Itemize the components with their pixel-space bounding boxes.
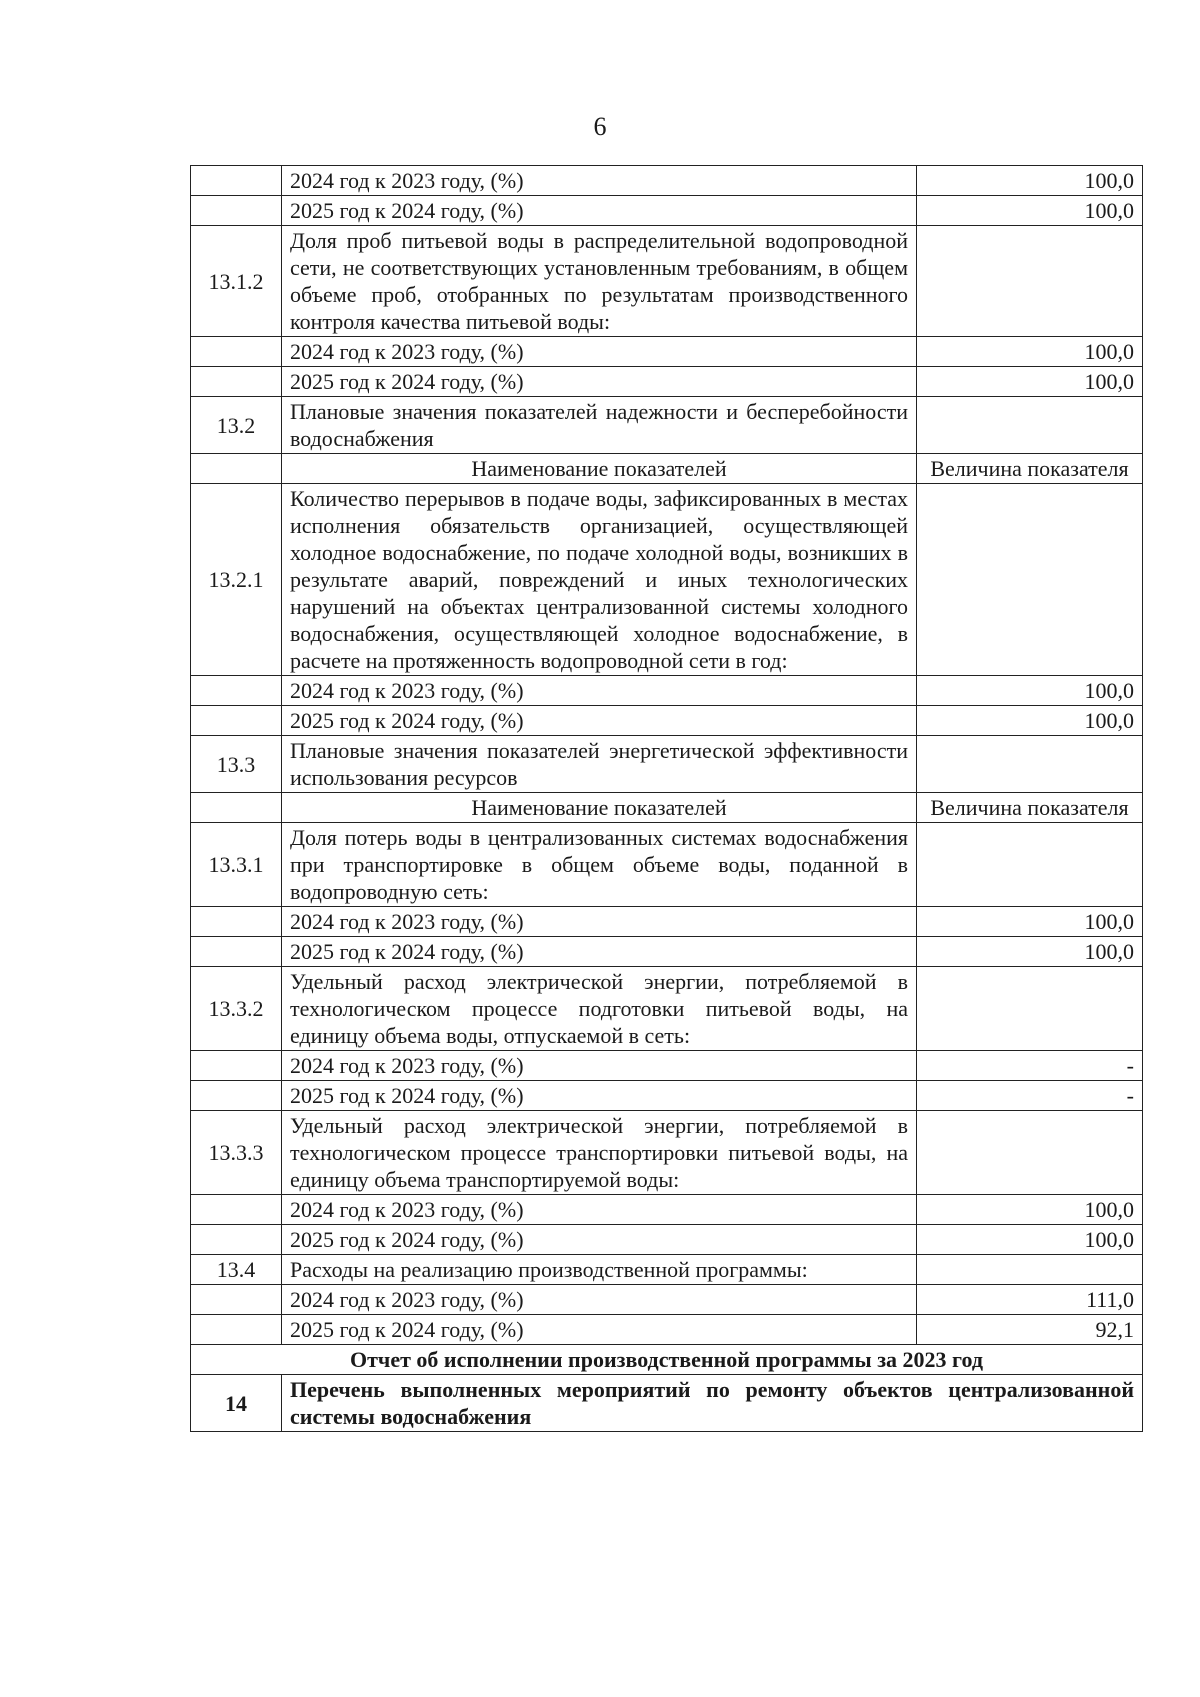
- table-row: [191, 196, 1143, 226]
- row-number: [191, 166, 282, 196]
- table-row: [191, 367, 1143, 397]
- page-number: 6: [593, 112, 607, 141]
- row-text: Расходы на реализацию производственной программы:: [282, 1255, 917, 1285]
- row-text: 2025 год к 2024 году, (%): [282, 706, 917, 736]
- report-heading-row: [191, 1345, 1143, 1375]
- row-text: Количество перерывов в подаче воды, зафиксированных в местах исполнения обязательств организацией, осуществляющей холодное водоснабжение, по подаче холодной воды, возникших в результате аварий, повреждений и иных технологических нарушений на объектах централизованной системы холодного водоснабжения, осуществляющей холодное водоснабжение, в расчете на протяженность водопроводной сети в год:: [282, 484, 917, 676]
- row-value: [917, 397, 1143, 454]
- row-value: [917, 1255, 1143, 1285]
- row-number: [191, 706, 282, 736]
- table-row: [191, 706, 1143, 736]
- row-number: [191, 1051, 282, 1081]
- table-row: [191, 1375, 1143, 1432]
- row-number: [191, 676, 282, 706]
- row-number: [191, 1285, 282, 1315]
- row-value: 100,0: [917, 166, 1143, 196]
- row-number: 13.2: [191, 397, 282, 454]
- row-number: [191, 1195, 282, 1225]
- row-number: 14: [191, 1375, 282, 1432]
- row-value: [917, 484, 1143, 676]
- column-header-name: Наименование показателей: [282, 793, 917, 823]
- row-number: [191, 1225, 282, 1255]
- row-number: [191, 337, 282, 367]
- table-row: [191, 1285, 1143, 1315]
- row-text: 2025 год к 2024 году, (%): [282, 1081, 917, 1111]
- row-text: 2025 год к 2024 году, (%): [282, 1315, 917, 1345]
- row-text: 2024 год к 2023 году, (%): [282, 1285, 917, 1315]
- row-text: Удельный расход электрической энергии, потребляемой в технологическом процессе транспортировки питьевой воды, на единицу объема транспортируемой воды:: [282, 1111, 917, 1195]
- indicators-table: [190, 165, 1143, 1432]
- row-value: 100,0: [917, 937, 1143, 967]
- table-row: [191, 337, 1143, 367]
- row-text: 2024 год к 2023 году, (%): [282, 1051, 917, 1081]
- row-value: 100,0: [917, 367, 1143, 397]
- row-value: 111,0: [917, 1285, 1143, 1315]
- row-text: 2024 год к 2023 году, (%): [282, 907, 917, 937]
- table-row: [191, 967, 1143, 1051]
- table-row: [191, 1111, 1143, 1195]
- row-text: 2024 год к 2023 году, (%): [282, 1195, 917, 1225]
- row-number: [191, 937, 282, 967]
- row-value: 100,0: [917, 706, 1143, 736]
- row-value: -: [917, 1081, 1143, 1111]
- column-header-value: Величина показателя: [917, 793, 1143, 823]
- row-value: [917, 1111, 1143, 1195]
- row-value: 100,0: [917, 907, 1143, 937]
- table-row: [191, 1315, 1143, 1345]
- row-text: Доля проб питьевой воды в распределительной водопроводной сети, не соответствующих установленным требованиям, в общем объеме проб, отобранных по результатам производственного контроля качества питьевой воды:: [282, 226, 917, 337]
- row-value: 100,0: [917, 676, 1143, 706]
- table-row: [191, 1051, 1143, 1081]
- row-text: Перечень выполненных мероприятий по ремонту объектов централизованной системы водоснабжения: [282, 1375, 1143, 1432]
- row-text: 2024 год к 2023 году, (%): [282, 166, 917, 196]
- table-row: [191, 397, 1143, 454]
- row-value: 92,1: [917, 1315, 1143, 1345]
- row-text: 2024 год к 2023 году, (%): [282, 676, 917, 706]
- column-header-name: Наименование показателей: [282, 454, 917, 484]
- table-row: [191, 736, 1143, 793]
- table-header-row: [191, 454, 1143, 484]
- row-value: [917, 967, 1143, 1051]
- row-text: Удельный расход электрической энергии, потребляемой в технологическом процессе подготовки питьевой воды, на единицу объема воды, отпускаемой в сеть:: [282, 967, 917, 1051]
- table-row: [191, 226, 1143, 337]
- row-number: 13.3.2: [191, 967, 282, 1051]
- row-number: 13.3: [191, 736, 282, 793]
- column-header-value: Величина показателя: [917, 454, 1143, 484]
- row-text: 2024 год к 2023 году, (%): [282, 337, 917, 367]
- report-heading: Отчет об исполнении производственной программы за 2023 год: [191, 1345, 1143, 1375]
- row-value: [917, 736, 1143, 793]
- row-text: Плановые значения показателей энергетической эффективности использования ресурсов: [282, 736, 917, 793]
- row-value: [917, 226, 1143, 337]
- row-number: 13.2.1: [191, 484, 282, 676]
- table-row: [191, 1081, 1143, 1111]
- row-text: 2025 год к 2024 году, (%): [282, 367, 917, 397]
- row-text: Плановые значения показателей надежности и бесперебойности водоснабжения: [282, 397, 917, 454]
- table-row: [191, 937, 1143, 967]
- row-value: -: [917, 1051, 1143, 1081]
- table-row: [191, 166, 1143, 196]
- row-number: 13.3.3: [191, 1111, 282, 1195]
- table-row: [191, 484, 1143, 676]
- row-value: 100,0: [917, 1195, 1143, 1225]
- table-row: [191, 907, 1143, 937]
- row-text: Доля потерь воды в централизованных системах водоснабжения при транспортировке в общем объеме воды, поданной в водопроводную сеть:: [282, 823, 917, 907]
- table-row: [191, 1195, 1143, 1225]
- table-row: [191, 1255, 1143, 1285]
- row-number: [191, 367, 282, 397]
- row-number: 13.1.2: [191, 226, 282, 337]
- row-number: [191, 1081, 282, 1111]
- row-number: [191, 454, 282, 484]
- row-number: [191, 793, 282, 823]
- row-value: 100,0: [917, 196, 1143, 226]
- table-row: [191, 1225, 1143, 1255]
- row-number: [191, 907, 282, 937]
- row-text: 2025 год к 2024 году, (%): [282, 937, 917, 967]
- row-number: 13.4: [191, 1255, 282, 1285]
- row-number: 13.3.1: [191, 823, 282, 907]
- row-number: [191, 1315, 282, 1345]
- row-value: 100,0: [917, 1225, 1143, 1255]
- row-text: 2025 год к 2024 году, (%): [282, 196, 917, 226]
- row-value: 100,0: [917, 337, 1143, 367]
- table-header-row: [191, 793, 1143, 823]
- row-number: [191, 196, 282, 226]
- row-value: [917, 823, 1143, 907]
- table-row: [191, 676, 1143, 706]
- table-row: [191, 823, 1143, 907]
- row-text: 2025 год к 2024 году, (%): [282, 1225, 917, 1255]
